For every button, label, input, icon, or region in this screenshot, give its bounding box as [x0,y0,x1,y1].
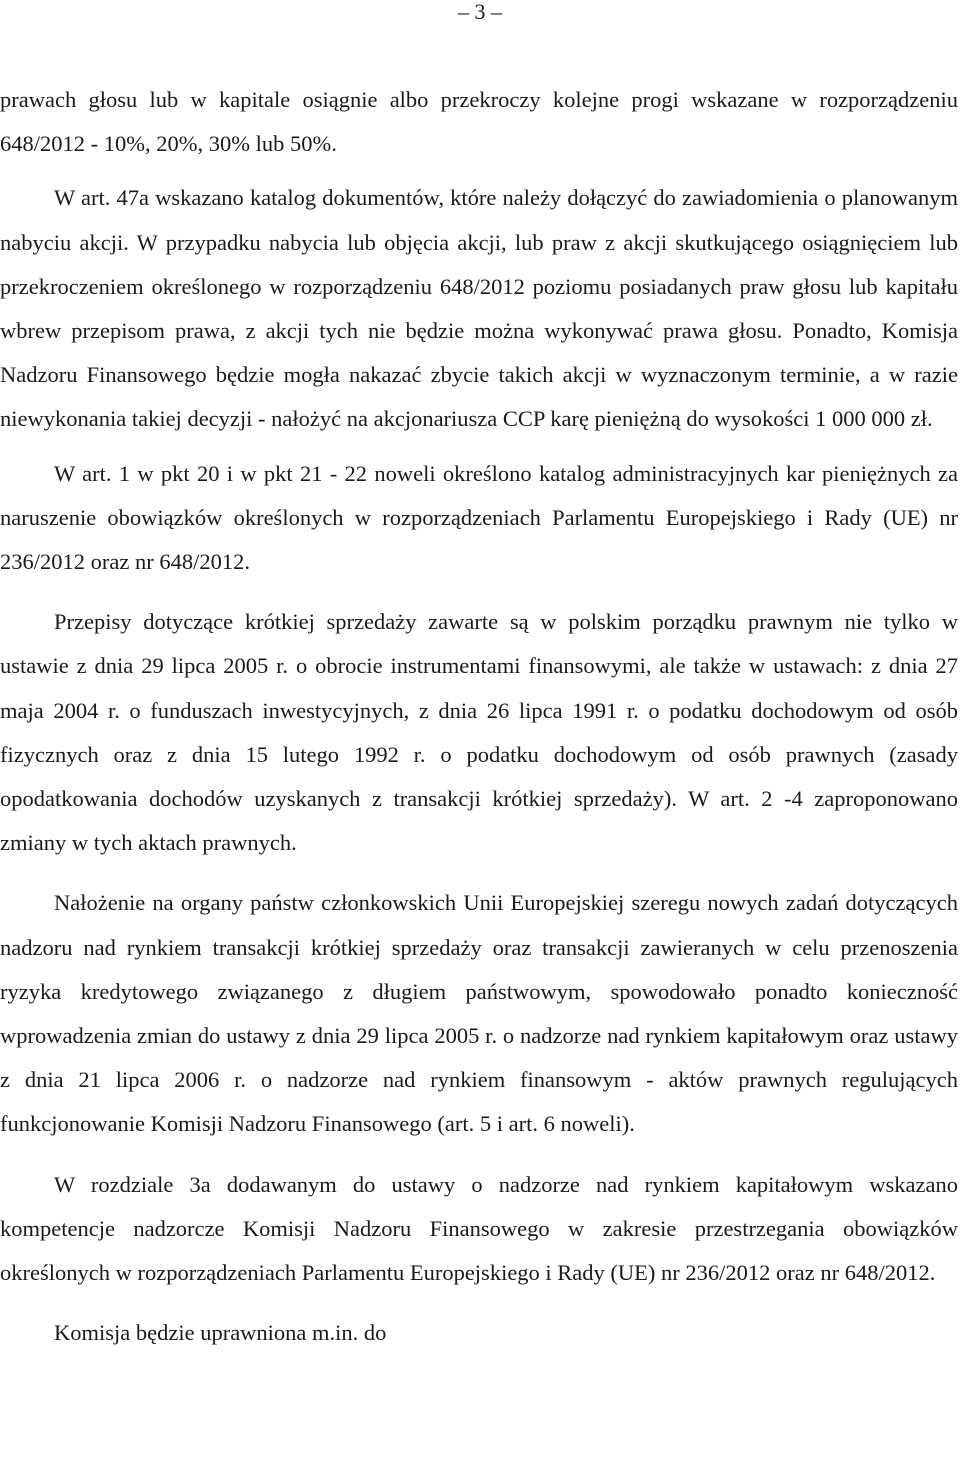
paragraph-5: Nałożenie na organy państw członkowskich Unii Europejskiej szeregu nowych zadań dotyczących nadzoru nad rynkiem transakcji krótkiej sprzedaży oraz transakcji zawieranych w celu przenoszenia ryzyka kredytowego związanego z długiem państwowym, spowodowało ponadto konieczność wprowadzenia zmian do ustawy z dnia 29 lipca 2005 r. o nadzorze nad rynkiem kapitałowym oraz ustawy z dnia 21 lipca 2006 r. o nadzorze nad rynkiem finansowym - aktów prawnych regulujących funkcjonowanie Komisji Nadzoru Finansowego (art. 5 i art. 6 noweli). [0,890,958,1137]
page-number: – 3 – [458,0,502,24]
paragraph-3: W art. 1 w pkt 20 i w pkt 21 - 22 noweli określono katalog administracyjnych kar pieniężnych za naruszenie obowiązków określonych w rozporządzeniach Parlamentu Europejskiego i Rady (UE) nr 236/2012 oraz nr 648/2012. [0,460,958,575]
paragraph-4: Przepisy dotyczące krótkiej sprzedaży zawarte są w polskim porządku prawnym nie tylko w ustawie z dnia 29 lipca 2005 r. o obrocie instrumentami finansowymi, ale także w ustawach: z dnia 27 maja 2004 r. o funduszach inwestycyjnych, z dnia 26 lipca 1991 r. o podatku dochodowym od osób fizycznych oraz z dnia 15 lutego 1992 r. o podatku dochodowym od osób prawnych (zasady opodatkowania dochodów uzyskanych z transakcji krótkiej sprzedaży). W art. 2 -4 zaproponowano zmiany w tych aktach prawnych. [0,609,958,856]
document-body [0,78,958,1355]
paragraph-2: W art. 47a wskazano katalog dokumentów, które należy dołączyć do zawiadomienia o planowanym nabyciu akcji. W przypadku nabycia lub objęcia akcji, lub praw z akcji skutkującego osiągnięciem lub przekroczeniem określonego w rozporządzeniu 648/2012 poziomu posiadanych praw głosu lub kapitału wbrew przepisom prawa, z akcji tych nie będzie można wykonywać prawa głosu. Ponadto, Komisja Nadzoru Finansowego będzie mogła nakazać zbycie takich akcji w wyznaczonym terminie, a w razie niewykonania takiej decyzji - nałożyć na akcjonariusza CCP karę pieniężną do wysokości 1 000 000 zł. [0,185,958,432]
paragraph-7: Komisja będzie uprawniona m.in. do [54,1320,387,1346]
paragraph-1: prawach głosu lub w kapitale osiągnie albo przekroczy kolejne progi wskazane w rozporządzeniu 648/2012 - 10%, 20%, 30% lub 50%. [0,87,958,157]
paragraph-6: W rozdziale 3a dodawanym do ustawy o nadzorze nad rynkiem kapitałowym wskazano kompetencje nadzorcze Komisji Nadzoru Finansowego w zakresie przestrzegania obowiązków określonych w rozporządzeniach Parlamentu Europejskiego i Rady (UE) nr 236/2012 oraz nr 648/2012. [0,1171,958,1286]
